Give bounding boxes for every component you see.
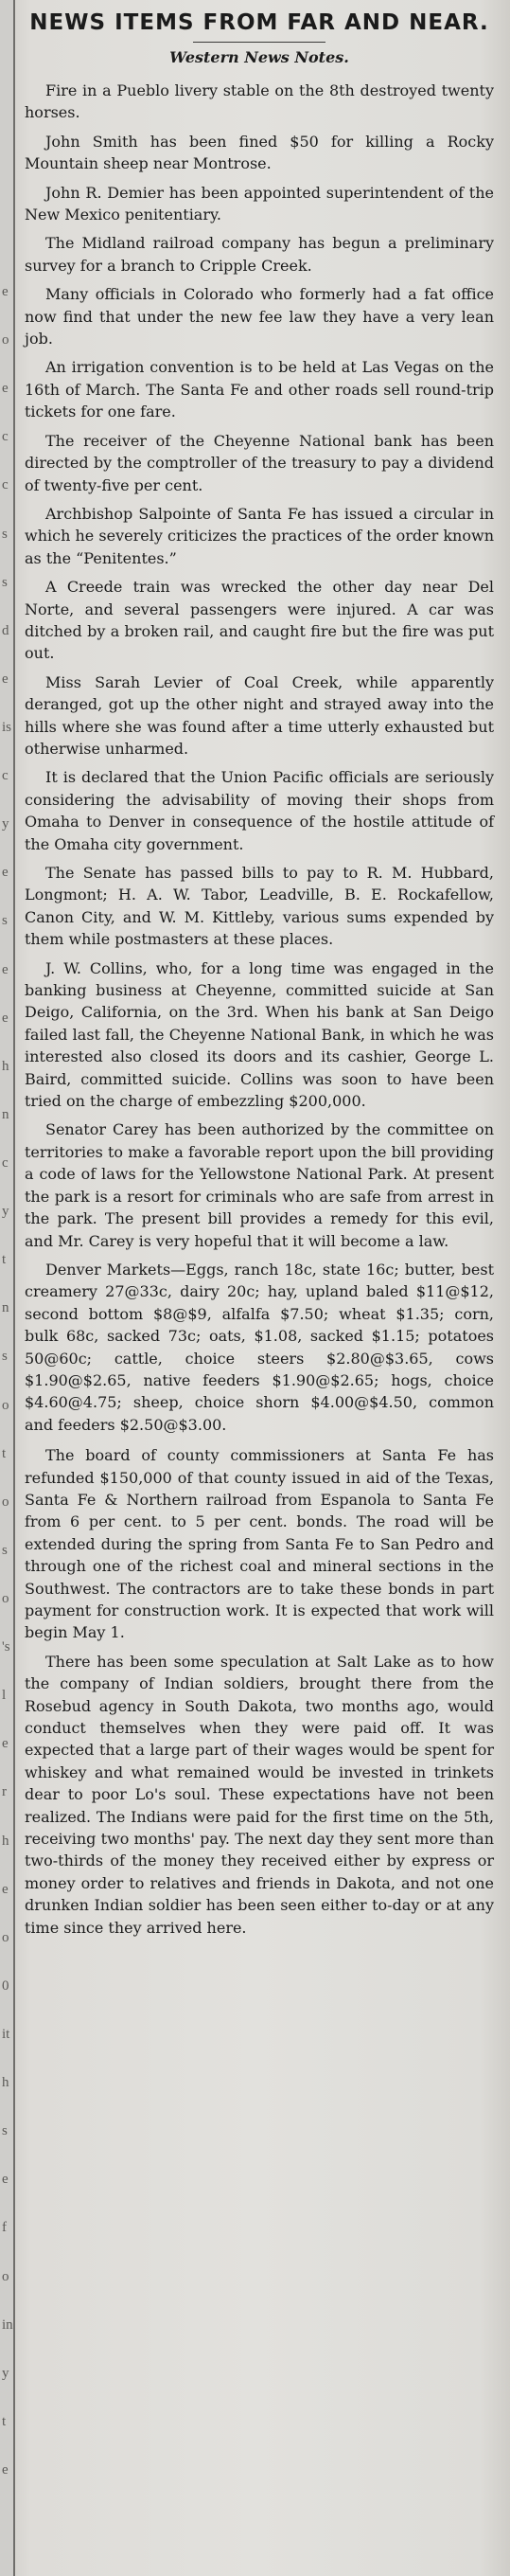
news-item: John Smith has been fined $50 for killing a Rocky Mountain sheep near Montrose. — [25, 132, 494, 173]
news-item: A Creede train was wrecked the other day near Del Norte, and several passengers were injured. A car was ditched by a broken rail, and caught fire but the fire was put out. — [25, 578, 494, 663]
gutter-fragment: c — [2, 429, 9, 445]
news-item: Miss Sarah Levier of Coal Creek, while apparently deranged, got up the other night and strayed away into the hills where she was found after a time utterly exhausted but otherwise unharmed. — [25, 672, 494, 758]
gutter-fragment: e — [2, 1736, 9, 1752]
news-item: The Midland railroad company has begun a preliminary survey for a branch to Cripple Creek. — [25, 234, 494, 275]
gutter-fragment: h — [2, 2075, 9, 2091]
gutter-fragment: 0 — [2, 1977, 9, 1994]
news-item: Senator Carey has been authorized by the committee on territories to make a favorable report upon the bill providing a code of laws for the Yellowstone National Park. At present the park is a resort for criminals who are safe from arrest in the park. The present bill provides a remedy for this evil, and Mr. Carey is very hopeful that it will become a law. — [25, 1120, 494, 1250]
gutter-fragment: y — [2, 816, 9, 832]
gutter-fragment: t — [2, 1445, 7, 1461]
gutter-fragment: e — [2, 2462, 9, 2478]
news-item: The board of county commissioners at Santa Fe has refunded $150,000 of that county issued in aid of the Texas, Santa Fe & Northern railroad from Espanola to Santa Fe from 6 per cent. to 5 per cent. bonds. The road will be extended during the spring from Santa Fe to San Pedro and through one of the richest coal and mineral sections in the Southwest. The contractors are to take these bonds in part payment for construction work. It is expected that work will begin May 1. — [25, 1446, 494, 1642]
gutter-fragment: e — [2, 2172, 9, 2188]
gutter-fragment: c — [2, 477, 9, 493]
gutter-fragment: s — [2, 913, 8, 929]
news-item: The Senate has passed bills to pay to R. M. Hubbard, Longmont; H. A. W. Tabor, Leadville, B. E. Rockafellow, Canon City, and W. M. Kittleby, various sums expended by them while postmasters at these places. — [25, 864, 494, 949]
news-item: John R. Demier has been appointed superintendent of the New Mexico penitentiary. — [25, 183, 494, 224]
news-item: There has been some speculation at Salt Lake as to how the company of Indian soldiers, brought there from the Rosebud agency in South Dakota, two months ago, would conduct themselves when they were paid off. It was expected that a large part of their wages would be spent for whiskey and what remained would be invested in trinkets dear to poor Lo's soul. These expectations have not been realized. The Indians were paid for the first time on the 5th, receiving two months' pay. The next day they sent more than two-thirds of the money they received either by express or money order to relatives and friends in Dakota, and not one drunken Indian soldier has been seen either to-day or at any time since they arrived here. — [25, 1652, 494, 1937]
subhead: Western News Notes. — [169, 48, 349, 66]
gutter-fragment: s — [2, 2123, 8, 2139]
gutter-fragment: c — [2, 1155, 9, 1171]
gutter-fragment: n — [2, 1300, 9, 1316]
gutter-fragment: e — [2, 671, 9, 687]
gutter-fragment: s — [2, 1349, 8, 1365]
gutter-fragment: h — [2, 1058, 9, 1074]
gutter-fragment: d — [2, 622, 9, 638]
news-item: J. W. Collins, who, for a long time was engaged in the banking business at Cheyenne, committed suicide at San Deigo, California, on the 3rd. When his bank at San Deigo failed last fall, the Cheyenne National Bank, in which he was interested also closed its doors and its cashier, George L. Baird, committed suicide. Collins was soon to have been tried on the charge of embezzling $200,000. — [25, 958, 494, 1111]
gutter-fragment: is — [2, 720, 12, 735]
gutter-fragment: s — [2, 526, 8, 542]
gutter-fragment: o — [2, 1494, 9, 1510]
news-item: It is declared that the Union Pacific officials are seriously considering the advisability of moving their shops from Omaha to Denver in consequence of the hostile attitude of the Omaha city government. — [25, 768, 494, 853]
article-column — [25, 9, 494, 1945]
news-item: Many officials in Colorado who formerly had a fat office now find that under the new fee law they have a very lean job. — [25, 285, 494, 349]
gutter-fragment: y — [2, 2365, 9, 2381]
gutter-fragment: it — [2, 2027, 10, 2042]
gutter-fragment: e — [2, 1881, 9, 1897]
gutter-fragment: y — [2, 1204, 9, 1220]
headline: NEWS ITEMS FROM FAR AND NEAR. — [29, 10, 489, 35]
gutter-fragment: t — [2, 2413, 7, 2429]
news-item: Fire in a Pueblo livery stable on the 8th destroyed twenty horses. — [25, 81, 494, 122]
headline-rule — [193, 42, 325, 43]
gutter-fragment: e — [2, 284, 9, 299]
gutter-fragment: h — [2, 1833, 9, 1849]
news-item: The receiver of the Cheyenne National bank has been directed by the comptroller of the treasury to pay a dividend of twenty-five per cent. — [25, 431, 494, 494]
gutter-fragment: e — [2, 1010, 9, 1026]
gutter-fragment: e — [2, 381, 9, 397]
left-margin-adjacent-column — [0, 0, 15, 2576]
gutter-fragment: 's — [2, 1639, 10, 1655]
gutter-fragment: r — [2, 1784, 7, 1800]
news-item-denver-markets: Denver Markets—Eggs, ranch 18c, state 16c; butter, best creamery 27@33c, dairy 20c; hay, upland baled $11@$12, second bottom $8@$9, alfalfa $7.50; wheat $1.35; corn, bulk 68c, sacked 73c; oats, $1.08, sacked $1.15; potatoes 50@60c; cattle, choice steers $2.80@$3.65, cows $1.90@$2.65, native feeders $1.90@$2.65; hogs, choice $4.60@4.75; sheep, choice shorn $4.00@$4.50, common and feeders $2.50@$3.00. — [25, 1260, 494, 1434]
gutter-fragment: l — [2, 1688, 7, 1704]
gutter-fragment: n — [2, 1106, 9, 1122]
gutter-fragment: o — [2, 1591, 9, 1606]
gutter-fragment: o — [2, 1397, 9, 1413]
gutter-fragment: c — [2, 768, 9, 784]
gutter-fragment: in — [2, 2317, 13, 2333]
gutter-fragment: e — [2, 961, 9, 977]
gutter-fragment: s — [2, 574, 8, 590]
gutter-fragment: t — [2, 1252, 7, 1268]
gutter-fragment: f — [2, 2220, 7, 2236]
gutter-fragment: s — [2, 1542, 8, 1558]
gutter-fragment: e — [2, 865, 9, 881]
news-item: Archbishop Salpointe of Santa Fe has issued a circular in which he severely criticizes the practices of the order known as the “Penitentes.” — [25, 504, 494, 567]
gutter-fragment: o — [2, 2268, 9, 2284]
gutter-fragment: o — [2, 332, 9, 349]
news-item: An irrigation convention is to be held at Las Vegas on the 16th of March. The Santa Fe and other roads sell round-trip tickets for one fare. — [25, 358, 494, 421]
gutter-fragment: o — [2, 1929, 9, 1945]
